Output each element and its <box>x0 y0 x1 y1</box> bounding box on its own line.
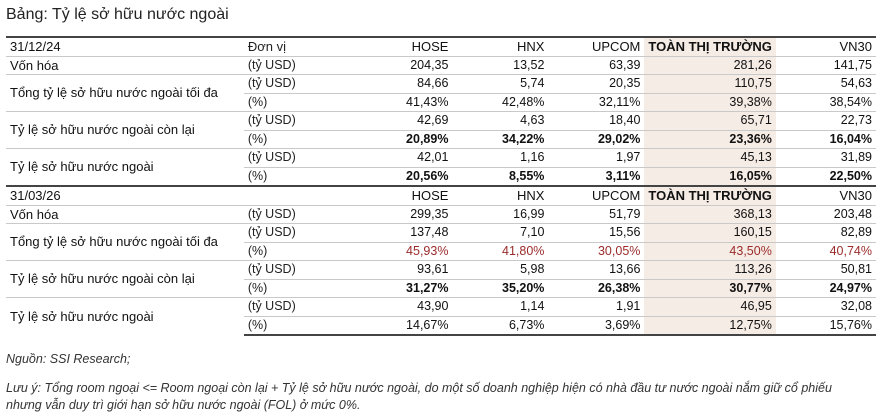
value-cell: 51,79 <box>548 205 644 224</box>
value-cell: 32,11% <box>548 93 644 112</box>
table-row <box>6 112 876 131</box>
value-cell: 1,16 <box>452 149 548 168</box>
value-cell: 31,89 <box>776 149 876 168</box>
value-cell: 204,35 <box>356 56 452 75</box>
column-header: HNX <box>452 37 548 56</box>
value-cell: 31,27% <box>356 279 452 298</box>
value-cell: 16,05% <box>644 167 775 186</box>
value-cell: 137,48 <box>356 224 452 243</box>
value-cell: 110,75 <box>644 75 775 94</box>
value-cell: 82,89 <box>776 224 876 243</box>
value-cell: 43,50% <box>644 242 775 261</box>
value-cell: 12,75% <box>644 316 775 335</box>
value-cell: 6,73% <box>452 316 548 335</box>
row-label: Tỷ lệ sở hữu nước ngoài còn lại <box>6 261 244 298</box>
value-cell: 3,69% <box>548 316 644 335</box>
row-label: Tỷ lệ sở hữu nước ngoài <box>6 298 244 336</box>
row-unit: (tỷ USD) <box>244 261 357 280</box>
value-cell: 30,05% <box>548 242 644 261</box>
column-header: UPCOM <box>548 37 644 56</box>
value-cell: 38,54% <box>776 93 876 112</box>
footnote-line-1: Lưu ý: Tổng room ngoại <= Room ngoại còn lại + Tỷ lệ sở hữu nước ngoài, do một số doanh nghiệp hiện có nhà đầu tư nước ngoài nắm giữ cổ phiếu <box>6 381 832 395</box>
value-cell: 46,95 <box>644 298 775 317</box>
row-label: Tổng tỷ lệ sở hữu nước ngoài tối đa <box>6 224 244 261</box>
row-unit: (%) <box>244 130 357 149</box>
section-header-row <box>6 186 876 205</box>
value-cell: 42,01 <box>356 149 452 168</box>
footnote-line-2: nhưng vẫn duy trì giới hạn sở hữu nước ngoài (FOL) ở mức 0%. <box>6 398 361 412</box>
value-cell: 203,48 <box>776 205 876 224</box>
value-cell: 54,63 <box>776 75 876 94</box>
value-cell: 1,14 <box>452 298 548 317</box>
page-title: Bảng: Tỷ lệ sở hữu nước ngoài <box>6 6 229 23</box>
column-header: UPCOM <box>548 186 644 205</box>
value-cell: 5,74 <box>452 75 548 94</box>
source-note: Nguồn: SSI Research; <box>6 352 131 366</box>
value-cell: 24,97% <box>776 279 876 298</box>
table-row <box>6 56 876 75</box>
value-cell: 7,10 <box>452 224 548 243</box>
value-cell: 40,74% <box>776 242 876 261</box>
column-header: HOSE <box>356 37 452 56</box>
column-header: VN30 <box>776 186 876 205</box>
value-cell: 34,22% <box>452 130 548 149</box>
value-cell: 299,35 <box>356 205 452 224</box>
value-cell: 22,50% <box>776 167 876 186</box>
value-cell: 15,56 <box>548 224 644 243</box>
table-row <box>6 149 876 168</box>
value-cell: 1,91 <box>548 298 644 317</box>
row-unit: (tỷ USD) <box>244 56 357 75</box>
row-unit: (%) <box>244 167 357 186</box>
row-label: Vốn hóa <box>6 205 244 224</box>
value-cell: 20,56% <box>356 167 452 186</box>
value-cell: 368,13 <box>644 205 775 224</box>
value-cell: 160,15 <box>644 224 775 243</box>
section-date: 31/12/24 <box>6 37 244 56</box>
value-cell: 3,11% <box>548 167 644 186</box>
value-cell: 41,43% <box>356 93 452 112</box>
value-cell: 8,55% <box>452 167 548 186</box>
table-row <box>6 75 876 94</box>
row-label: Tỷ lệ sở hữu nước ngoài <box>6 149 244 187</box>
value-cell: 1,97 <box>548 149 644 168</box>
value-cell: 5,98 <box>452 261 548 280</box>
value-cell: 50,81 <box>776 261 876 280</box>
row-unit: (%) <box>244 316 357 335</box>
value-cell: 32,08 <box>776 298 876 317</box>
value-cell: 93,61 <box>356 261 452 280</box>
value-cell: 20,89% <box>356 130 452 149</box>
column-header: TOÀN THỊ TRƯỜNG <box>644 186 775 205</box>
value-cell: 35,20% <box>452 279 548 298</box>
value-cell: 30,77% <box>644 279 775 298</box>
table-row <box>6 298 876 317</box>
table-row <box>6 261 876 280</box>
value-cell: 22,73 <box>776 112 876 131</box>
value-cell: 42,69 <box>356 112 452 131</box>
value-cell: 29,02% <box>548 130 644 149</box>
table-row <box>6 224 876 243</box>
section-date: 31/03/26 <box>6 186 244 205</box>
row-unit: (tỷ USD) <box>244 75 357 94</box>
row-label: Tổng tỷ lệ sở hữu nước ngoài tối đa <box>6 75 244 112</box>
value-cell: 63,39 <box>548 56 644 75</box>
value-cell: 65,71 <box>644 112 775 131</box>
value-cell: 281,26 <box>644 56 775 75</box>
value-cell: 84,66 <box>356 75 452 94</box>
value-cell: 14,67% <box>356 316 452 335</box>
value-cell: 39,38% <box>644 93 775 112</box>
row-unit: (%) <box>244 242 357 261</box>
row-unit: (tỷ USD) <box>244 224 357 243</box>
value-cell: 15,76% <box>776 316 876 335</box>
column-header: HNX <box>452 186 548 205</box>
row-unit: (tỷ USD) <box>244 149 357 168</box>
value-cell: 13,52 <box>452 56 548 75</box>
row-unit: (%) <box>244 93 357 112</box>
value-cell: 26,38% <box>548 279 644 298</box>
column-header: TOÀN THỊ TRƯỜNG <box>644 37 775 56</box>
section-header-row <box>6 37 876 56</box>
value-cell: 41,80% <box>452 242 548 261</box>
value-cell: 13,66 <box>548 261 644 280</box>
row-unit: (tỷ USD) <box>244 112 357 131</box>
table-row <box>6 205 876 224</box>
value-cell: 141,75 <box>776 56 876 75</box>
value-cell: 16,99 <box>452 205 548 224</box>
value-cell: 113,26 <box>644 261 775 280</box>
unit-header: Đơn vị <box>244 37 357 56</box>
column-header: HOSE <box>356 186 452 205</box>
value-cell: 45,13 <box>644 149 775 168</box>
value-cell: 16,04% <box>776 130 876 149</box>
row-unit: (tỷ USD) <box>244 298 357 317</box>
value-cell: 45,93% <box>356 242 452 261</box>
value-cell: 23,36% <box>644 130 775 149</box>
value-cell: 20,35 <box>548 75 644 94</box>
value-cell: 4,63 <box>452 112 548 131</box>
unit-header <box>244 186 357 205</box>
row-label: Tỷ lệ sở hữu nước ngoài còn lại <box>6 112 244 149</box>
row-unit: (%) <box>244 279 357 298</box>
value-cell: 18,40 <box>548 112 644 131</box>
row-label: Vốn hóa <box>6 56 244 75</box>
foreign-ownership-table <box>6 36 876 336</box>
value-cell: 43,90 <box>356 298 452 317</box>
value-cell: 42,48% <box>452 93 548 112</box>
column-header: VN30 <box>776 37 876 56</box>
row-unit: (tỷ USD) <box>244 205 357 224</box>
